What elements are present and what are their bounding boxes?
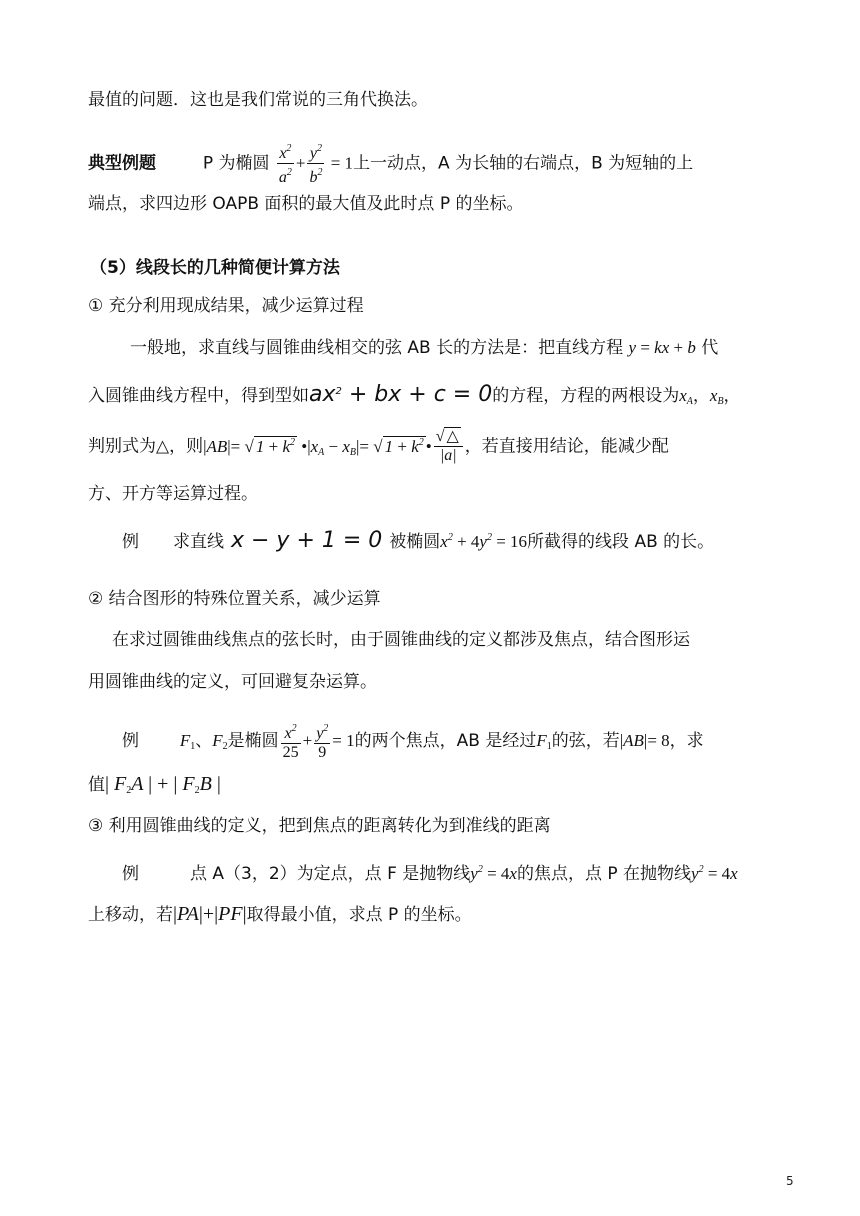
formula: x − y + 1 = 0	[224, 528, 390, 553]
text: ③ 利用圆锥曲线的定义，把到焦点的距离转化为到准线的距离	[88, 816, 551, 836]
example-line	[122, 524, 822, 556]
text: 上移动，若	[88, 905, 173, 925]
text: P 为椭圆	[202, 153, 270, 174]
formula: = 1	[332, 731, 355, 750]
text: 值	[88, 775, 105, 795]
example-label: 典型例题	[88, 153, 156, 174]
text: 最值的问题．这也是我们常说的三角代换法。	[88, 90, 428, 110]
example-line: 例 $F_1$、$F_2$是椭圆 $\frac{x^2}{25}$ + $\frac{y^2}{9}$ = 1的两个焦点，AB 是经过$F_1$的弦，若|AB|= 8，求	[122, 720, 822, 762]
text: 的方程，方程的两根设为	[492, 386, 680, 406]
text: ，若直接用结论，能减少配	[464, 436, 669, 457]
formula: $ax^2$ + bx + c = 0	[309, 382, 493, 407]
text: 的焦点，点 P 在抛物线	[516, 864, 692, 884]
subsection-heading	[88, 812, 788, 840]
text: 取得最小值，求点 P 的坐标。	[246, 905, 472, 925]
heading-text: （5）线段长的几种简便计算方法	[90, 258, 340, 278]
text: 上一动点，A 为长轴的右端点，B 为短轴的上	[353, 153, 694, 174]
formula: $\frac{√ \triangle}{|a|}$	[434, 428, 463, 465]
text: 例 求直线	[122, 532, 224, 552]
text: 所截得的线段 AB 的长。	[527, 532, 715, 552]
formula: $F_1$	[536, 731, 552, 752]
text: 被椭圆	[389, 532, 441, 552]
formula: y = kx + b	[628, 338, 696, 357]
paragraph-line: 入圆锥曲线方程中，得到型如$ax^2$ + bx + c = 0的方程，方程的两根设为$x_A$，$x_B$，	[88, 382, 741, 407]
text: 方、开方等运算过程。	[88, 484, 258, 504]
formula: $y^2 = 4x$	[470, 864, 517, 883]
paragraph-line	[88, 86, 788, 114]
paragraph-line	[88, 900, 788, 929]
subsection-heading	[88, 585, 788, 613]
formula: $\frac{x^2}{25}$	[281, 720, 301, 762]
example-line	[88, 140, 788, 187]
text: ，求	[669, 731, 704, 751]
text: ① 充分利用现成结果，减少运算过程	[88, 296, 364, 316]
formula: $F_1$	[179, 731, 196, 752]
paragraph-line	[88, 668, 788, 696]
text: 入圆锥曲线方程中，得到型如	[88, 386, 309, 406]
formula: |AB|= 8	[619, 731, 670, 750]
formula: $\frac{y^2}{9}$	[314, 720, 330, 762]
text: 例	[122, 731, 139, 751]
formula: $F_2$	[212, 731, 228, 752]
formula: $x_A$	[679, 386, 693, 407]
text: 是椭圆	[227, 731, 279, 751]
paragraph-line	[88, 770, 788, 805]
text: 在求过圆锥曲线焦点的弦长时，由于圆锥曲线的定义都涉及焦点，结合图形运	[112, 630, 690, 650]
section-heading	[90, 254, 790, 282]
text: 判别式为△，则	[88, 436, 204, 457]
paragraph-line	[88, 190, 788, 218]
text: 的弦，若	[551, 731, 620, 751]
example-line	[122, 856, 822, 888]
formula: +	[295, 153, 306, 173]
paragraph-line	[88, 480, 788, 508]
text: 代	[701, 338, 719, 358]
formula: | $F_2A$ | + | $F_2B$ |	[105, 773, 221, 796]
text: 例 点 A（3，2）为定点，点 F 是抛物线	[122, 864, 471, 884]
paragraph-line	[112, 626, 812, 654]
formula: = 1	[326, 153, 354, 173]
formula: |AB|= √ $1 + k^2$ $•|x_A - x_B|=$ √ $1 + k^2$ •	[203, 436, 432, 458]
formula: |PA|+|PF|	[173, 903, 247, 925]
formula: $x_B$	[709, 386, 724, 407]
page-number: 5	[786, 1174, 794, 1188]
formula: +	[302, 731, 313, 750]
formula: $y^2 = 4x$	[691, 864, 738, 883]
text: 用圆锥曲线的定义，可回避复杂运算。	[88, 672, 377, 692]
text: 的两个焦点，AB 是经过	[354, 731, 537, 751]
text: 一般地，求直线与圆锥曲线相交的弦 AB 长的方法是：把直线方程	[130, 338, 624, 358]
formula: $\frac{y^2}{b^2}$	[307, 140, 324, 187]
paragraph-line	[130, 334, 830, 362]
subsection-heading	[88, 292, 788, 320]
paragraph-line	[88, 428, 788, 467]
formula: $\frac{x^2}{a^2}$	[277, 140, 294, 187]
formula: $x^2 + 4y^2 = 16$	[440, 532, 528, 551]
text: ② 结合图形的特殊位置关系，减少运算	[88, 589, 381, 609]
text: 端点，求四边形 OAPB 面积的最大值及此时点 P 的坐标。	[88, 194, 524, 214]
